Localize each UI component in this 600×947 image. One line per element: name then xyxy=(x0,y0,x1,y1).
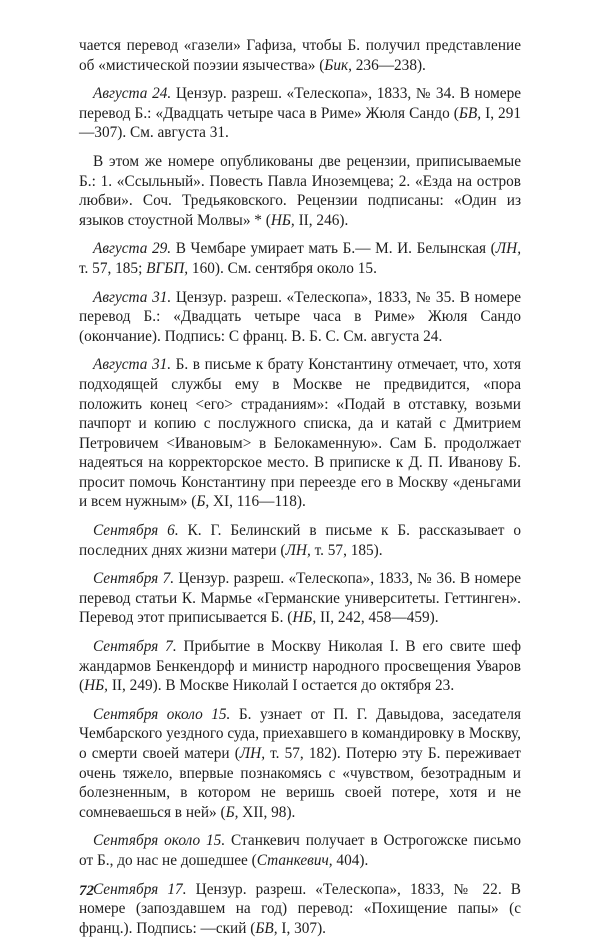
entry-date: Августа 31. xyxy=(93,288,172,306)
source-abbreviation: Бик, xyxy=(324,56,352,74)
page-number: 72 xyxy=(79,883,94,899)
entry-text: Цензур. разреш. «Телескопа», 1833, № 35. В номере перевод Б.: «Двадцать четыре часа в Риме» Жюля Сандо (окончание). Подпись: С франц. В. Б. С. См. августа 24. xyxy=(79,288,522,345)
source-abbreviation: БВ, xyxy=(458,104,482,122)
source-abbreviation: ВГБП, xyxy=(146,259,189,277)
entry-text: 236—238). xyxy=(351,56,426,74)
source-abbreviation: ЛН, xyxy=(285,541,311,559)
entry-date: Сентября 6. xyxy=(93,522,179,540)
chronicle-entry xyxy=(79,355,521,512)
entry-text: В Чембаре умирает мать Б.— М. И. Белынская ( xyxy=(171,240,496,258)
chronicle-entry xyxy=(79,36,521,75)
source-abbreviation: НБ, xyxy=(270,211,295,229)
chronicle-entry xyxy=(79,84,521,143)
source-abbreviation: Б, xyxy=(196,493,210,511)
entry-date: Сентября 7. xyxy=(93,570,175,588)
entry-text: К. Г. Белинский в письме к Б. рассказывает о последних днях жизни матери ( xyxy=(79,522,521,559)
entry-text: Цензур. разреш. «Телескопа», 1833, № 36. В номере перевод статьи К. Мармье «Германские университеты. Геттинген». Перевод этот приписывается Б. ( xyxy=(79,570,522,627)
chronicle-entry xyxy=(79,880,521,939)
entry-text: XI, 116—118). xyxy=(209,493,306,511)
entry-date: Сентября 7. xyxy=(93,638,177,656)
chronicle-entry xyxy=(79,831,521,870)
entry-text: т. 57, 182). Потерю эту Б. переживает очень тяжело, впервые познакомясь с «чувством, безотрадным и болезненным, в котором не веришь своей потере, хотя и не сомневаешься в ней» ( xyxy=(79,745,521,821)
source-abbreviation: Станкевич, xyxy=(256,851,333,869)
entry-text: II, 249). В Москве Николай I остается до октября 23. xyxy=(108,677,455,695)
source-abbreviation: ЛН, xyxy=(239,745,266,762)
entry-text: чается перевод «газели» Гафиза, чтобы Б. получил представление об «мистической поэзии язычества» ( xyxy=(79,37,521,74)
entry-text: 404). xyxy=(332,851,369,869)
entry-text: Прибытие в Москву Николая I. В его свите шеф жандармов Бенкендорф и министр народного просвещения Уваров ( xyxy=(79,638,521,695)
entry-text: II, 242, 458—459). xyxy=(316,609,439,627)
entry-date: Сентября 17. xyxy=(93,880,187,898)
entry-text: II, 246). xyxy=(294,211,349,229)
entry-text: Цензур. разреш. «Телескопа», 1833, № 34. В номере перевод Б.: «Двадцать четыре часа в Риме» Жюля Сандо ( xyxy=(79,85,522,122)
source-abbreviation: ЛН, xyxy=(495,240,522,258)
chronicle-entry xyxy=(79,239,521,278)
chronicle-entry xyxy=(79,288,521,347)
entry-date: Сентября около 15. xyxy=(93,832,226,850)
entry-text: Б. узнает от П. Г. Давыдова, заседателя Чембарского уездного суда, приехавшего в командировку в Москву, о смерти своей матери ( xyxy=(79,705,521,762)
entry-text: Цензур. разреш. «Телескопа», 1833, № 22. В номере (запоздавшем на год) перевод: «Похищение папы» (с франц.). Подпись: —ский ( xyxy=(79,880,521,937)
chronicle-entry xyxy=(79,637,521,696)
entry-text: I, 291—307). См. августа 31. xyxy=(79,104,522,142)
chronicle-entry xyxy=(79,152,521,230)
entry-text: т. 57, 185; xyxy=(79,259,147,277)
entry-date: Августа 31. xyxy=(93,356,172,374)
entry-text: Б. в письме к брату Константину отмечает, что, хотя подходящей службы ему в Москве не предвидится, «пора положить конец <его> страданиям»: «Подай в отставку, возьми пачпорт и копию с послужного списка, да и катай с Дмитрием Петровичем <Ивановым> в Белокаменную». Сам Б. продолжает надеяться на корректорское место. В приписке к Д. П. Иванову Б. просит помочь Константину при переезде его в Москву «деньгами и всем нужным» ( xyxy=(79,356,521,511)
entry-date: Августа 29. xyxy=(93,240,172,258)
entry-text: т. 57, 185). xyxy=(310,541,383,559)
entry-text: XII, 98). xyxy=(238,803,296,821)
entry-date: Августа 24. xyxy=(93,85,172,103)
entry-text: В этом же номере опубликованы две рецензии, приписываемые Б.: 1. «Ссыльный». Повесть Павла Иноземцева; 2. «Езда на остров любви». Соч. Тредьяковского. Рецензии подписаны: «Один из языков стоустной Молвы» * ( xyxy=(79,152,521,229)
source-abbreviation: НБ, xyxy=(84,677,109,695)
entry-text: 160). См. сентября около 15. xyxy=(188,259,377,277)
chronicle-entry xyxy=(79,521,521,560)
entry-text: Станкевич получает в Острогожске письмо от Б., до нас не дошедшее ( xyxy=(79,832,521,869)
entry-text: I, 307). xyxy=(277,919,326,937)
source-abbreviation: Б, xyxy=(225,803,239,821)
source-abbreviation: БВ, xyxy=(255,919,278,937)
chronicle-entry xyxy=(79,705,521,823)
entry-date: Сентября около 15. xyxy=(93,705,231,723)
page-body xyxy=(79,36,521,947)
source-abbreviation: НБ, xyxy=(292,609,317,627)
chronicle-entry xyxy=(79,569,521,628)
